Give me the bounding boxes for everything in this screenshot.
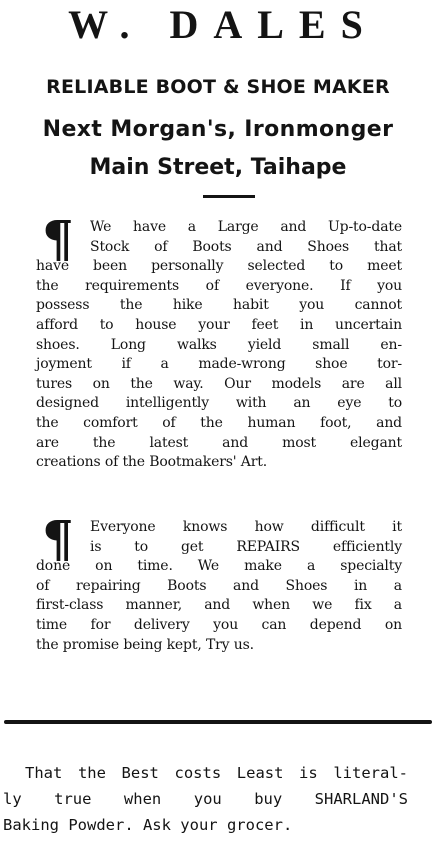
text-line: designed intelligently with an eye to [36,395,402,412]
text-line: time for delivery you can depend on [36,616,402,633]
sharland-notice [3,760,408,838]
text-line: have been personally selected to meet [36,258,402,275]
text-line: joyment if a made-wrong shoe tor- [36,356,402,373]
address-line-2: Main Street, Taihape [89,155,347,180]
text-line: That the Best costs Least is literal- [25,764,408,782]
text-line: creations of the Bootmakers' Art. [36,454,268,471]
text-line: possess the hike habit you cannot [36,297,402,314]
text-line: is to get REPAIRS efficiently [90,538,402,555]
text-line: first-class manner, and when we fix a [36,597,402,614]
text-line: done on time. We make a specialty [36,558,402,575]
pilcrow-icon: ¶ [42,509,74,568]
text-line: Everyone knows how difficult it [90,519,402,535]
text-line: ly true when you buy SHARLAND'S [3,790,408,808]
advert-trade: RELIABLE BOOT & SHOE MAKER [46,76,390,98]
advert-title: W. DALES [68,2,378,47]
text-line: of repairing Boots and Shoes in a [36,577,402,594]
address-line-1: Next Morgan's, Ironmonger [42,117,394,142]
text-line: shoes. Long walks yield small en- [36,336,402,353]
text-line: We have a Large and Up-to-date [90,219,402,235]
paragraph-repairs [36,509,402,655]
text-line: Baking Powder. Ask your grocer. [3,816,293,834]
text-line: tures on the way. Our models are all [36,375,402,392]
section-divider [4,720,432,724]
text-line: the promise being kept, Try us. [36,636,254,653]
text-line: the comfort of the human foot, and [36,414,402,431]
pilcrow-icon: ¶ [42,209,74,268]
short-divider [203,195,255,198]
text-line: afford to house your feet in uncertain [36,316,402,333]
text-line: Stock of Boots and Shoes that [90,238,402,255]
text-line: the requirements of everyone. If you [36,277,402,294]
text-line: are the latest and most elegant [36,434,402,451]
paragraph-stock [36,209,402,473]
